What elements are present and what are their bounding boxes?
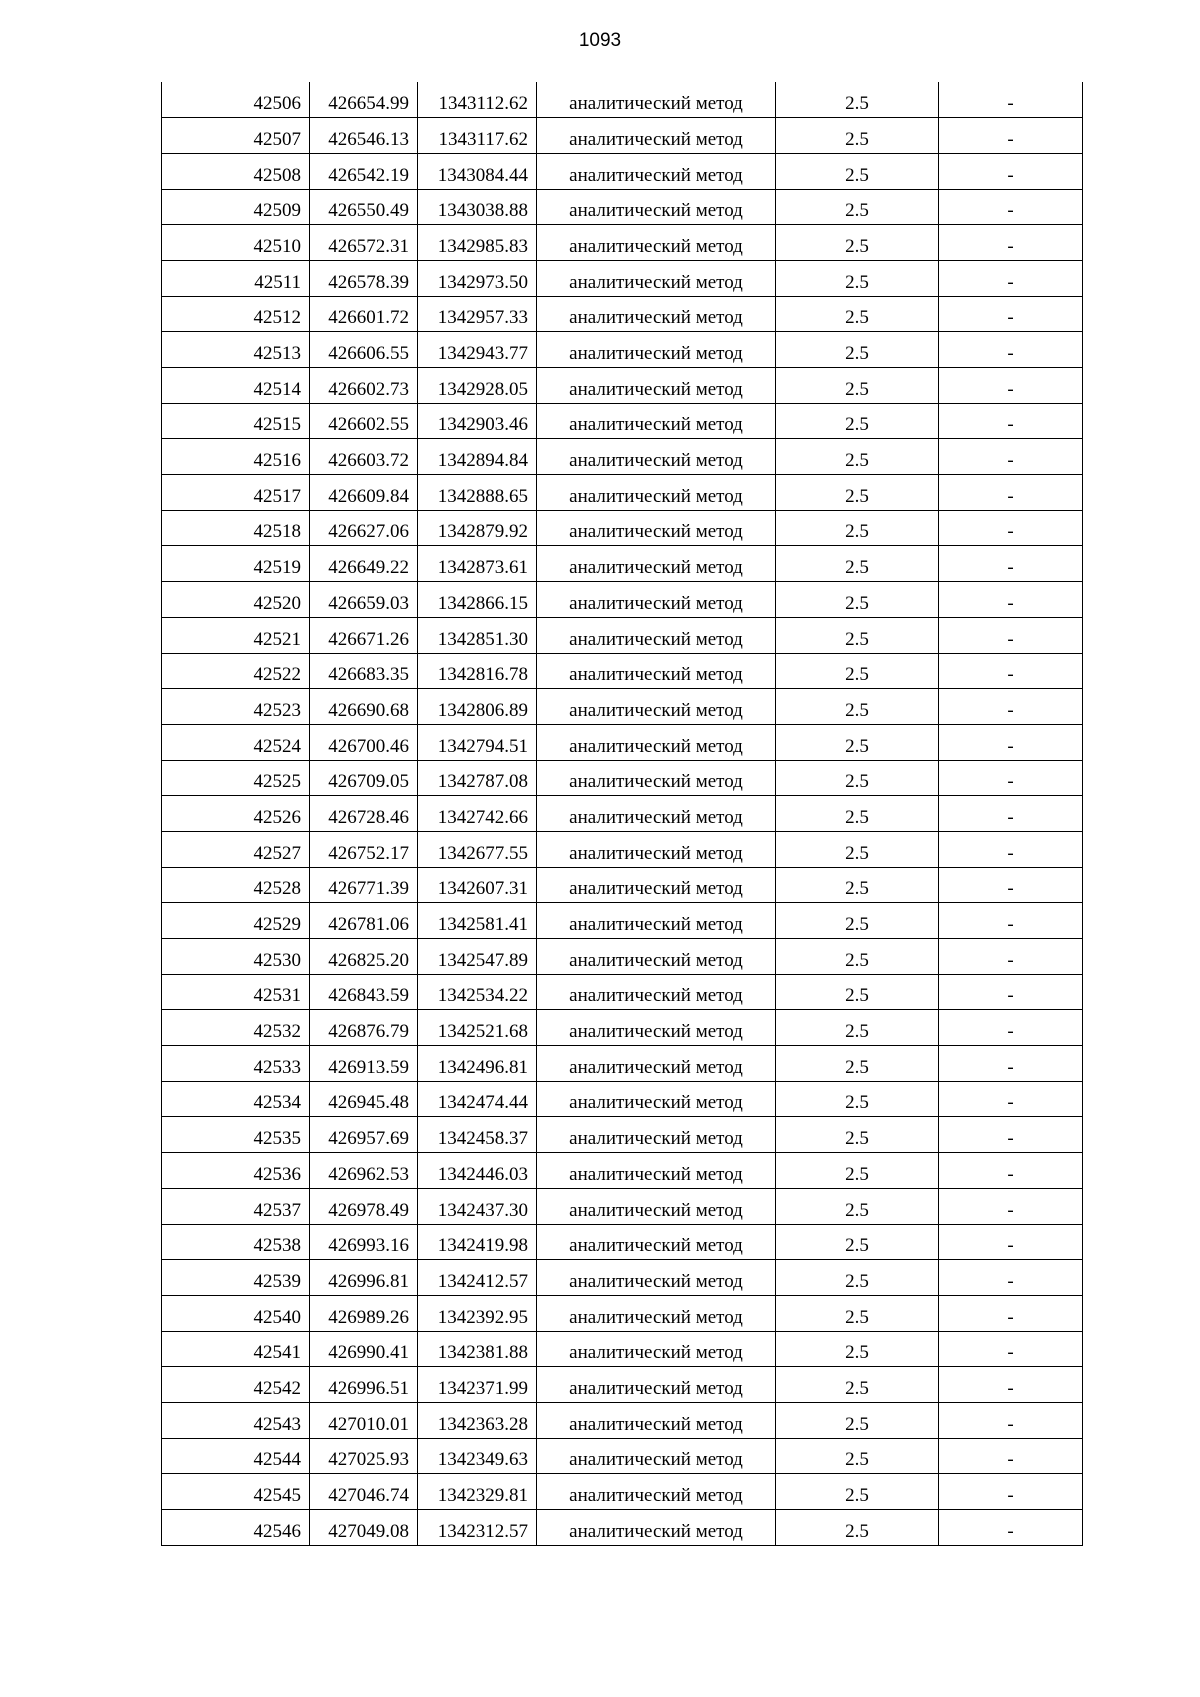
method-cell: аналитический метод xyxy=(537,546,776,582)
point-number-cell: 42545 xyxy=(162,1474,310,1510)
x-coordinate-cell: 426603.72 xyxy=(310,439,418,475)
y-coordinate-cell: 1342363.28 xyxy=(418,1402,537,1438)
note-cell: - xyxy=(939,1153,1083,1189)
x-coordinate-cell: 426957.69 xyxy=(310,1117,418,1153)
table-row xyxy=(162,1510,1083,1546)
accuracy-cell: 2.5 xyxy=(776,1081,939,1117)
x-coordinate-cell: 426978.49 xyxy=(310,1188,418,1224)
y-coordinate-cell: 1342794.51 xyxy=(418,724,537,760)
accuracy-cell: 2.5 xyxy=(776,1438,939,1474)
method-cell: аналитический метод xyxy=(537,1331,776,1367)
y-coordinate-cell: 1342474.44 xyxy=(418,1081,537,1117)
accuracy-cell: 2.5 xyxy=(776,689,939,725)
y-coordinate-cell: 1342787.08 xyxy=(418,760,537,796)
y-coordinate-cell: 1342866.15 xyxy=(418,582,537,618)
accuracy-cell: 2.5 xyxy=(776,760,939,796)
note-cell: - xyxy=(939,796,1083,832)
method-cell: аналитический метод xyxy=(537,689,776,725)
note-cell: - xyxy=(939,403,1083,439)
x-coordinate-cell: 426602.73 xyxy=(310,368,418,404)
x-coordinate-cell: 426993.16 xyxy=(310,1224,418,1260)
x-coordinate-cell: 426700.46 xyxy=(310,724,418,760)
table-row xyxy=(162,796,1083,832)
point-number-cell: 42520 xyxy=(162,582,310,618)
table-row xyxy=(162,903,1083,939)
x-coordinate-cell: 426945.48 xyxy=(310,1081,418,1117)
table-row xyxy=(162,368,1083,404)
note-cell: - xyxy=(939,1474,1083,1510)
method-cell: аналитический метод xyxy=(537,1438,776,1474)
accuracy-cell: 2.5 xyxy=(776,1295,939,1331)
accuracy-cell: 2.5 xyxy=(776,617,939,653)
point-number-cell: 42540 xyxy=(162,1295,310,1331)
table-row xyxy=(162,118,1083,154)
y-coordinate-cell: 1342534.22 xyxy=(418,974,537,1010)
accuracy-cell: 2.5 xyxy=(776,582,939,618)
y-coordinate-cell: 1342943.77 xyxy=(418,332,537,368)
x-coordinate-cell: 426649.22 xyxy=(310,546,418,582)
method-cell: аналитический метод xyxy=(537,82,776,118)
table-row xyxy=(162,1295,1083,1331)
point-number-cell: 42530 xyxy=(162,939,310,975)
accuracy-cell: 2.5 xyxy=(776,1010,939,1046)
note-cell: - xyxy=(939,82,1083,118)
x-coordinate-cell: 426752.17 xyxy=(310,831,418,867)
y-coordinate-cell: 1342985.83 xyxy=(418,225,537,261)
point-number-cell: 42542 xyxy=(162,1367,310,1403)
accuracy-cell: 2.5 xyxy=(776,939,939,975)
x-coordinate-cell: 426606.55 xyxy=(310,332,418,368)
method-cell: аналитический метод xyxy=(537,1010,776,1046)
accuracy-cell: 2.5 xyxy=(776,1153,939,1189)
x-coordinate-cell: 426627.06 xyxy=(310,510,418,546)
note-cell: - xyxy=(939,617,1083,653)
accuracy-cell: 2.5 xyxy=(776,1260,939,1296)
note-cell: - xyxy=(939,1081,1083,1117)
table-row xyxy=(162,1367,1083,1403)
x-coordinate-cell: 427010.01 xyxy=(310,1402,418,1438)
method-cell: аналитический метод xyxy=(537,1402,776,1438)
y-coordinate-cell: 1342349.63 xyxy=(418,1438,537,1474)
point-number-cell: 42527 xyxy=(162,831,310,867)
accuracy-cell: 2.5 xyxy=(776,475,939,511)
note-cell: - xyxy=(939,1188,1083,1224)
note-cell: - xyxy=(939,296,1083,332)
point-number-cell: 42544 xyxy=(162,1438,310,1474)
method-cell: аналитический метод xyxy=(537,1046,776,1082)
point-number-cell: 42513 xyxy=(162,332,310,368)
table-row xyxy=(162,296,1083,332)
accuracy-cell: 2.5 xyxy=(776,831,939,867)
note-cell: - xyxy=(939,332,1083,368)
table-row xyxy=(162,653,1083,689)
method-cell: аналитический метод xyxy=(537,617,776,653)
point-number-cell: 42524 xyxy=(162,724,310,760)
table-row xyxy=(162,1402,1083,1438)
x-coordinate-cell: 427049.08 xyxy=(310,1510,418,1546)
note-cell: - xyxy=(939,546,1083,582)
accuracy-cell: 2.5 xyxy=(776,796,939,832)
note-cell: - xyxy=(939,974,1083,1010)
note-cell: - xyxy=(939,1295,1083,1331)
method-cell: аналитический метод xyxy=(537,475,776,511)
x-coordinate-cell: 426542.19 xyxy=(310,153,418,189)
note-cell: - xyxy=(939,368,1083,404)
note-cell: - xyxy=(939,582,1083,618)
method-cell: аналитический метод xyxy=(537,1153,776,1189)
method-cell: аналитический метод xyxy=(537,796,776,832)
y-coordinate-cell: 1342607.31 xyxy=(418,867,537,903)
table-row xyxy=(162,546,1083,582)
table-row xyxy=(162,689,1083,725)
y-coordinate-cell: 1342496.81 xyxy=(418,1046,537,1082)
note-cell: - xyxy=(939,867,1083,903)
accuracy-cell: 2.5 xyxy=(776,724,939,760)
accuracy-cell: 2.5 xyxy=(776,1474,939,1510)
y-coordinate-cell: 1342419.98 xyxy=(418,1224,537,1260)
note-cell: - xyxy=(939,510,1083,546)
y-coordinate-cell: 1342458.37 xyxy=(418,1117,537,1153)
y-coordinate-cell: 1342957.33 xyxy=(418,296,537,332)
table-row xyxy=(162,1046,1083,1082)
note-cell: - xyxy=(939,724,1083,760)
table-row xyxy=(162,1224,1083,1260)
method-cell: аналитический метод xyxy=(537,582,776,618)
x-coordinate-cell: 426843.59 xyxy=(310,974,418,1010)
accuracy-cell: 2.5 xyxy=(776,1188,939,1224)
x-coordinate-cell: 426578.39 xyxy=(310,260,418,296)
accuracy-cell: 2.5 xyxy=(776,867,939,903)
method-cell: аналитический метод xyxy=(537,724,776,760)
method-cell: аналитический метод xyxy=(537,403,776,439)
note-cell: - xyxy=(939,189,1083,225)
table-row xyxy=(162,1474,1083,1510)
table-row xyxy=(162,974,1083,1010)
point-number-cell: 42518 xyxy=(162,510,310,546)
table-row xyxy=(162,332,1083,368)
method-cell: аналитический метод xyxy=(537,439,776,475)
y-coordinate-cell: 1342329.81 xyxy=(418,1474,537,1510)
accuracy-cell: 2.5 xyxy=(776,510,939,546)
point-number-cell: 42529 xyxy=(162,903,310,939)
point-number-cell: 42507 xyxy=(162,118,310,154)
point-number-cell: 42526 xyxy=(162,796,310,832)
x-coordinate-cell: 426671.26 xyxy=(310,617,418,653)
method-cell: аналитический метод xyxy=(537,1510,776,1546)
method-cell: аналитический метод xyxy=(537,332,776,368)
table-row xyxy=(162,760,1083,796)
x-coordinate-cell: 426659.03 xyxy=(310,582,418,618)
y-coordinate-cell: 1342521.68 xyxy=(418,1010,537,1046)
point-number-cell: 42539 xyxy=(162,1260,310,1296)
accuracy-cell: 2.5 xyxy=(776,189,939,225)
x-coordinate-cell: 426609.84 xyxy=(310,475,418,511)
point-number-cell: 42509 xyxy=(162,189,310,225)
accuracy-cell: 2.5 xyxy=(776,546,939,582)
method-cell: аналитический метод xyxy=(537,1295,776,1331)
table-row xyxy=(162,1081,1083,1117)
point-number-cell: 42514 xyxy=(162,368,310,404)
accuracy-cell: 2.5 xyxy=(776,1117,939,1153)
table-row xyxy=(162,475,1083,511)
method-cell: аналитический метод xyxy=(537,939,776,975)
point-number-cell: 42522 xyxy=(162,653,310,689)
x-coordinate-cell: 426962.53 xyxy=(310,1153,418,1189)
x-coordinate-cell: 426913.59 xyxy=(310,1046,418,1082)
point-number-cell: 42510 xyxy=(162,225,310,261)
x-coordinate-cell: 426572.31 xyxy=(310,225,418,261)
accuracy-cell: 2.5 xyxy=(776,1510,939,1546)
method-cell: аналитический метод xyxy=(537,1081,776,1117)
method-cell: аналитический метод xyxy=(537,974,776,1010)
note-cell: - xyxy=(939,1367,1083,1403)
table-row xyxy=(162,260,1083,296)
x-coordinate-cell: 426654.99 xyxy=(310,82,418,118)
point-number-cell: 42517 xyxy=(162,475,310,511)
table-row xyxy=(162,1010,1083,1046)
point-number-cell: 42533 xyxy=(162,1046,310,1082)
coordinates-table-body xyxy=(162,82,1083,1545)
table-row xyxy=(162,1260,1083,1296)
accuracy-cell: 2.5 xyxy=(776,153,939,189)
point-number-cell: 42511 xyxy=(162,260,310,296)
table-row xyxy=(162,867,1083,903)
x-coordinate-cell: 426728.46 xyxy=(310,796,418,832)
y-coordinate-cell: 1343084.44 xyxy=(418,153,537,189)
note-cell: - xyxy=(939,1046,1083,1082)
y-coordinate-cell: 1342873.61 xyxy=(418,546,537,582)
x-coordinate-cell: 426996.81 xyxy=(310,1260,418,1296)
point-number-cell: 42521 xyxy=(162,617,310,653)
point-number-cell: 42537 xyxy=(162,1188,310,1224)
point-number-cell: 42516 xyxy=(162,439,310,475)
accuracy-cell: 2.5 xyxy=(776,118,939,154)
accuracy-cell: 2.5 xyxy=(776,225,939,261)
accuracy-cell: 2.5 xyxy=(776,903,939,939)
table-row xyxy=(162,1438,1083,1474)
method-cell: аналитический метод xyxy=(537,260,776,296)
note-cell: - xyxy=(939,760,1083,796)
table-row xyxy=(162,1117,1083,1153)
table-row xyxy=(162,1188,1083,1224)
point-number-cell: 42536 xyxy=(162,1153,310,1189)
note-cell: - xyxy=(939,1010,1083,1046)
accuracy-cell: 2.5 xyxy=(776,974,939,1010)
table-row xyxy=(162,510,1083,546)
accuracy-cell: 2.5 xyxy=(776,1367,939,1403)
y-coordinate-cell: 1343112.62 xyxy=(418,82,537,118)
point-number-cell: 42512 xyxy=(162,296,310,332)
table-row xyxy=(162,225,1083,261)
note-cell: - xyxy=(939,831,1083,867)
y-coordinate-cell: 1342392.95 xyxy=(418,1295,537,1331)
x-coordinate-cell: 426683.35 xyxy=(310,653,418,689)
note-cell: - xyxy=(939,1438,1083,1474)
point-number-cell: 42535 xyxy=(162,1117,310,1153)
x-coordinate-cell: 426781.06 xyxy=(310,903,418,939)
table-row xyxy=(162,939,1083,975)
x-coordinate-cell: 427025.93 xyxy=(310,1438,418,1474)
y-coordinate-cell: 1342894.84 xyxy=(418,439,537,475)
method-cell: аналитический метод xyxy=(537,1474,776,1510)
method-cell: аналитический метод xyxy=(537,1260,776,1296)
y-coordinate-cell: 1342677.55 xyxy=(418,831,537,867)
table-row xyxy=(162,831,1083,867)
method-cell: аналитический метод xyxy=(537,1224,776,1260)
point-number-cell: 42532 xyxy=(162,1010,310,1046)
y-coordinate-cell: 1343038.88 xyxy=(418,189,537,225)
y-coordinate-cell: 1342312.57 xyxy=(418,1510,537,1546)
page-number: 1093 xyxy=(578,30,622,51)
note-cell: - xyxy=(939,1224,1083,1260)
method-cell: аналитический метод xyxy=(537,903,776,939)
point-number-cell: 42538 xyxy=(162,1224,310,1260)
note-cell: - xyxy=(939,1402,1083,1438)
method-cell: аналитический метод xyxy=(537,189,776,225)
point-number-cell: 42523 xyxy=(162,689,310,725)
table-row xyxy=(162,439,1083,475)
point-number-cell: 42546 xyxy=(162,1510,310,1546)
y-coordinate-cell: 1342437.30 xyxy=(418,1188,537,1224)
accuracy-cell: 2.5 xyxy=(776,82,939,118)
x-coordinate-cell: 426550.49 xyxy=(310,189,418,225)
point-number-cell: 42543 xyxy=(162,1402,310,1438)
y-coordinate-cell: 1342371.99 xyxy=(418,1367,537,1403)
method-cell: аналитический метод xyxy=(537,153,776,189)
table-row xyxy=(162,82,1083,118)
y-coordinate-cell: 1342816.78 xyxy=(418,653,537,689)
note-cell: - xyxy=(939,225,1083,261)
note-cell: - xyxy=(939,475,1083,511)
accuracy-cell: 2.5 xyxy=(776,1224,939,1260)
table-row xyxy=(162,582,1083,618)
note-cell: - xyxy=(939,939,1083,975)
y-coordinate-cell: 1342806.89 xyxy=(418,689,537,725)
note-cell: - xyxy=(939,153,1083,189)
point-number-cell: 42528 xyxy=(162,867,310,903)
x-coordinate-cell: 426990.41 xyxy=(310,1331,418,1367)
method-cell: аналитический метод xyxy=(537,118,776,154)
accuracy-cell: 2.5 xyxy=(776,439,939,475)
table-row xyxy=(162,153,1083,189)
x-coordinate-cell: 426825.20 xyxy=(310,939,418,975)
point-number-cell: 42534 xyxy=(162,1081,310,1117)
table-row xyxy=(162,403,1083,439)
point-number-cell: 42506 xyxy=(162,82,310,118)
method-cell: аналитический метод xyxy=(537,1188,776,1224)
y-coordinate-cell: 1343117.62 xyxy=(418,118,537,154)
x-coordinate-cell: 426601.72 xyxy=(310,296,418,332)
note-cell: - xyxy=(939,1117,1083,1153)
table-row xyxy=(162,617,1083,653)
y-coordinate-cell: 1342879.92 xyxy=(418,510,537,546)
method-cell: аналитический метод xyxy=(537,867,776,903)
note-cell: - xyxy=(939,439,1083,475)
accuracy-cell: 2.5 xyxy=(776,653,939,689)
method-cell: аналитический метод xyxy=(537,653,776,689)
note-cell: - xyxy=(939,903,1083,939)
table-row xyxy=(162,1331,1083,1367)
x-coordinate-cell: 426876.79 xyxy=(310,1010,418,1046)
method-cell: аналитический метод xyxy=(537,368,776,404)
accuracy-cell: 2.5 xyxy=(776,403,939,439)
y-coordinate-cell: 1342851.30 xyxy=(418,617,537,653)
y-coordinate-cell: 1342888.65 xyxy=(418,475,537,511)
method-cell: аналитический метод xyxy=(537,225,776,261)
point-number-cell: 42541 xyxy=(162,1331,310,1367)
accuracy-cell: 2.5 xyxy=(776,1331,939,1367)
x-coordinate-cell: 426989.26 xyxy=(310,1295,418,1331)
accuracy-cell: 2.5 xyxy=(776,332,939,368)
coordinates-table xyxy=(161,82,1083,1546)
y-coordinate-cell: 1342903.46 xyxy=(418,403,537,439)
table-row xyxy=(162,1153,1083,1189)
note-cell: - xyxy=(939,1331,1083,1367)
accuracy-cell: 2.5 xyxy=(776,1046,939,1082)
y-coordinate-cell: 1342547.89 xyxy=(418,939,537,975)
accuracy-cell: 2.5 xyxy=(776,260,939,296)
table-row xyxy=(162,724,1083,760)
table-row xyxy=(162,189,1083,225)
point-number-cell: 42525 xyxy=(162,760,310,796)
point-number-cell: 42519 xyxy=(162,546,310,582)
x-coordinate-cell: 426709.05 xyxy=(310,760,418,796)
note-cell: - xyxy=(939,118,1083,154)
x-coordinate-cell: 427046.74 xyxy=(310,1474,418,1510)
method-cell: аналитический метод xyxy=(537,1117,776,1153)
y-coordinate-cell: 1342742.66 xyxy=(418,796,537,832)
method-cell: аналитический метод xyxy=(537,510,776,546)
note-cell: - xyxy=(939,260,1083,296)
x-coordinate-cell: 426546.13 xyxy=(310,118,418,154)
y-coordinate-cell: 1342973.50 xyxy=(418,260,537,296)
note-cell: - xyxy=(939,689,1083,725)
accuracy-cell: 2.5 xyxy=(776,296,939,332)
note-cell: - xyxy=(939,1260,1083,1296)
x-coordinate-cell: 426996.51 xyxy=(310,1367,418,1403)
y-coordinate-cell: 1342412.57 xyxy=(418,1260,537,1296)
method-cell: аналитический метод xyxy=(537,831,776,867)
x-coordinate-cell: 426602.55 xyxy=(310,403,418,439)
x-coordinate-cell: 426690.68 xyxy=(310,689,418,725)
point-number-cell: 42515 xyxy=(162,403,310,439)
note-cell: - xyxy=(939,653,1083,689)
note-cell: - xyxy=(939,1510,1083,1546)
y-coordinate-cell: 1342381.88 xyxy=(418,1331,537,1367)
y-coordinate-cell: 1342581.41 xyxy=(418,903,537,939)
y-coordinate-cell: 1342928.05 xyxy=(418,368,537,404)
y-coordinate-cell: 1342446.03 xyxy=(418,1153,537,1189)
method-cell: аналитический метод xyxy=(537,760,776,796)
x-coordinate-cell: 426771.39 xyxy=(310,867,418,903)
method-cell: аналитический метод xyxy=(537,296,776,332)
point-number-cell: 42531 xyxy=(162,974,310,1010)
point-number-cell: 42508 xyxy=(162,153,310,189)
accuracy-cell: 2.5 xyxy=(776,1402,939,1438)
method-cell: аналитический метод xyxy=(537,1367,776,1403)
accuracy-cell: 2.5 xyxy=(776,368,939,404)
